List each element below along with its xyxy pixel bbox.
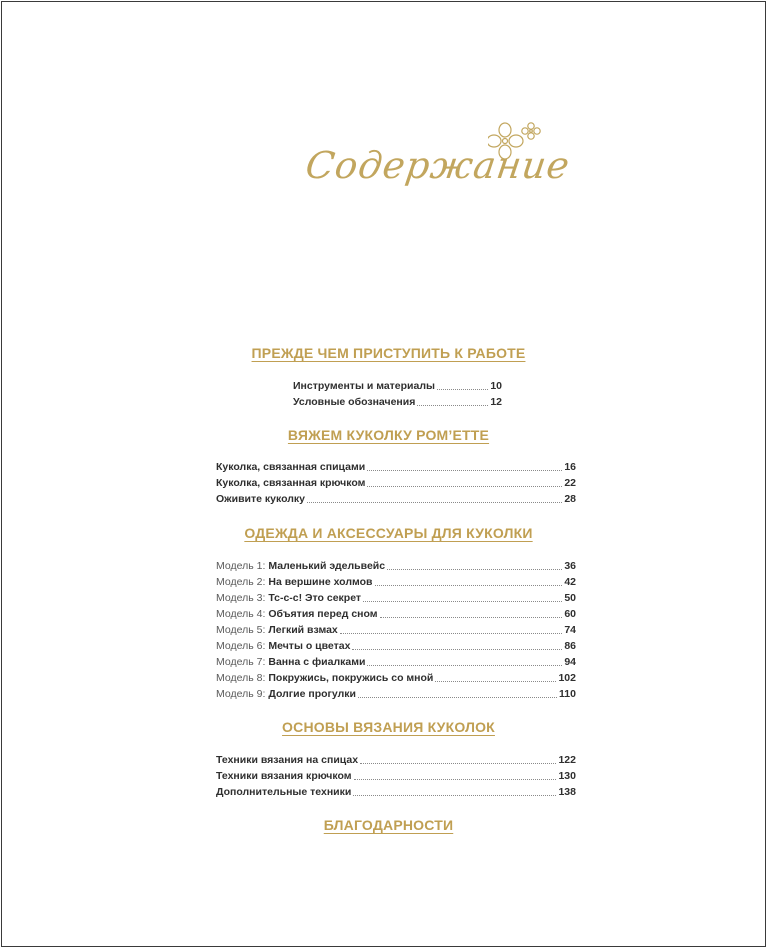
- section-heading-before-start[interactable]: ПРЕЖДЕ ЧЕМ ПРИСТУПИТЬ К РАБОТЕ: [251, 345, 526, 361]
- flower-ornament-icon: [488, 120, 548, 170]
- section-heading-clothes[interactable]: ОДЕЖДА И АКСЕССУАРЫ ДЛЯ КУКОЛКИ: [244, 525, 533, 541]
- toc-entry[interactable]: Модель 9: Долгие прогулки 110: [216, 688, 576, 700]
- toc-entry[interactable]: Модель 6: Мечты о цветах 86: [216, 640, 576, 652]
- section-heading-doll[interactable]: ВЯЖЕМ КУКОЛКУ РОМ’ЕТТЕ: [287, 427, 490, 443]
- toc-entry[interactable]: Инструменты и материалы 10: [293, 380, 502, 392]
- title-block: [300, 120, 573, 200]
- toc-entry[interactable]: Модель 1: Маленький эдельвейс 36: [216, 560, 576, 572]
- toc-entry[interactable]: Куколка, связанная крючком 22: [216, 477, 576, 489]
- toc-entry[interactable]: Техники вязания крючком 130: [216, 770, 576, 782]
- section-heading-thanks[interactable]: БЛАГОДАРНОСТИ: [323, 817, 454, 833]
- toc-entry[interactable]: Модель 7: Ванна с фиалками 94: [216, 656, 576, 668]
- page-title: Содержание: [302, 144, 573, 187]
- toc-entry[interactable]: Условные обозначения 12: [293, 396, 502, 408]
- toc-entry[interactable]: Куколка, связанная спицами 16: [216, 461, 576, 473]
- toc-entry[interactable]: Дополнительные техники 138: [216, 786, 576, 798]
- toc-entry[interactable]: Модель 2: На вершине холмов 42: [216, 576, 576, 588]
- toc-entry[interactable]: Модель 5: Легкий взмах 74: [216, 624, 576, 636]
- toc-entry[interactable]: Техники вязания на спицах 122: [216, 754, 576, 766]
- toc-entry[interactable]: Модель 8: Покружись, покружись со мной 102: [216, 672, 576, 684]
- toc-entry[interactable]: Модель 3: Тс-с-с! Это секрет 50: [216, 592, 576, 604]
- toc-entry[interactable]: Модель 4: Объятия перед сном 60: [216, 608, 576, 620]
- toc-entry[interactable]: Оживите куколку 28: [216, 493, 576, 505]
- section-heading-basics[interactable]: ОСНОВЫ ВЯЗАНИЯ КУКОЛОК: [282, 719, 495, 735]
